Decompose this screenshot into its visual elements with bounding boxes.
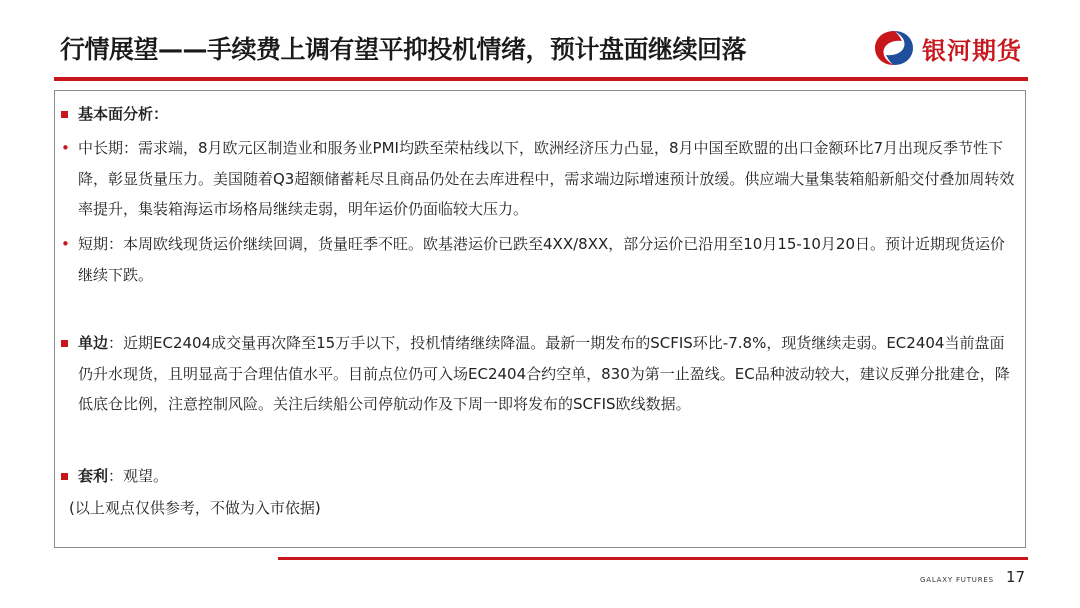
red-dot-bullet-icon: •: [61, 139, 70, 157]
logo-text: 银河期货: [922, 36, 1022, 65]
single-side-text: ：近期EC2404成交量再次降至15万手以下，投机情绪继续降温。最新一期发布的SCFIS环比-7.8%，现货继续走弱。EC2404当前盘面仍升水现货，且明显高于合理估值水平。目前点位仍可入场EC2404合约空单，830为第一止盈线。EC品种波动较大，建议反弹分批建仓，降低底仓比例，注意控制风险。关注后续船公司停航动作及下周一即将发布的SCFIS欧线数据。: [78, 334, 1010, 413]
footer-divider: [278, 557, 1028, 560]
page-number: 17: [1006, 568, 1026, 586]
company-logo: [872, 26, 1032, 70]
footer-brand: GALAXY FUTURES: [920, 576, 994, 584]
mid-long-term-item: [55, 133, 1027, 225]
short-term-item: [55, 229, 1027, 290]
header-divider: [54, 77, 1028, 81]
arbitrage-label: 套利: [78, 467, 109, 485]
fundamental-heading-row: [55, 99, 1027, 130]
page-title: 行情展望——手续费上调有望平抑投机情绪，预计盘面继续回落: [60, 35, 747, 64]
galaxy-futures-logo-icon: [872, 28, 916, 68]
arbitrage-text: ：观望。: [108, 467, 169, 485]
arbitrage-item: [55, 461, 1027, 492]
fundamental-heading: 基本面分析：: [78, 105, 169, 123]
red-square-bullet-icon: [61, 340, 68, 347]
single-side-paragraph: [55, 328, 1027, 420]
single-side-item: [55, 328, 1027, 420]
red-dot-bullet-icon: •: [61, 235, 70, 253]
arbitrage-paragraph: [55, 461, 1027, 492]
red-square-bullet-icon: [61, 473, 68, 480]
mid-long-term-text: 中长期：需求端，8月欧元区制造业和服务业PMI均跌至荣枯线以下，欧洲经济压力凸显，8月中国至欧盟的出口金额环比7月出现反季节性下降，彰显货量压力。美国随着Q3超额储蓄耗尽且商品仍处在去库进程中，需求端边际增速预计放缓。供应端大量集装箱船新船交付叠加周转效率提升，集装箱海运市场格局继续走弱，明年运价仍面临较大压力。: [78, 139, 1015, 218]
content-panel: [54, 90, 1026, 548]
single-side-label: 单边: [78, 334, 109, 352]
disclaimer-note: (以上观点仅供参考，不做为入市依据): [69, 499, 321, 517]
red-square-bullet-icon: [61, 111, 68, 118]
short-term-text: 短期：本周欧线现货运价继续回调，货量旺季不旺。欧基港运价已跌至4XX/8XX，部分运价已沿用至10月15-10月20日。预计近期现货运价继续下跌。: [78, 235, 1006, 284]
